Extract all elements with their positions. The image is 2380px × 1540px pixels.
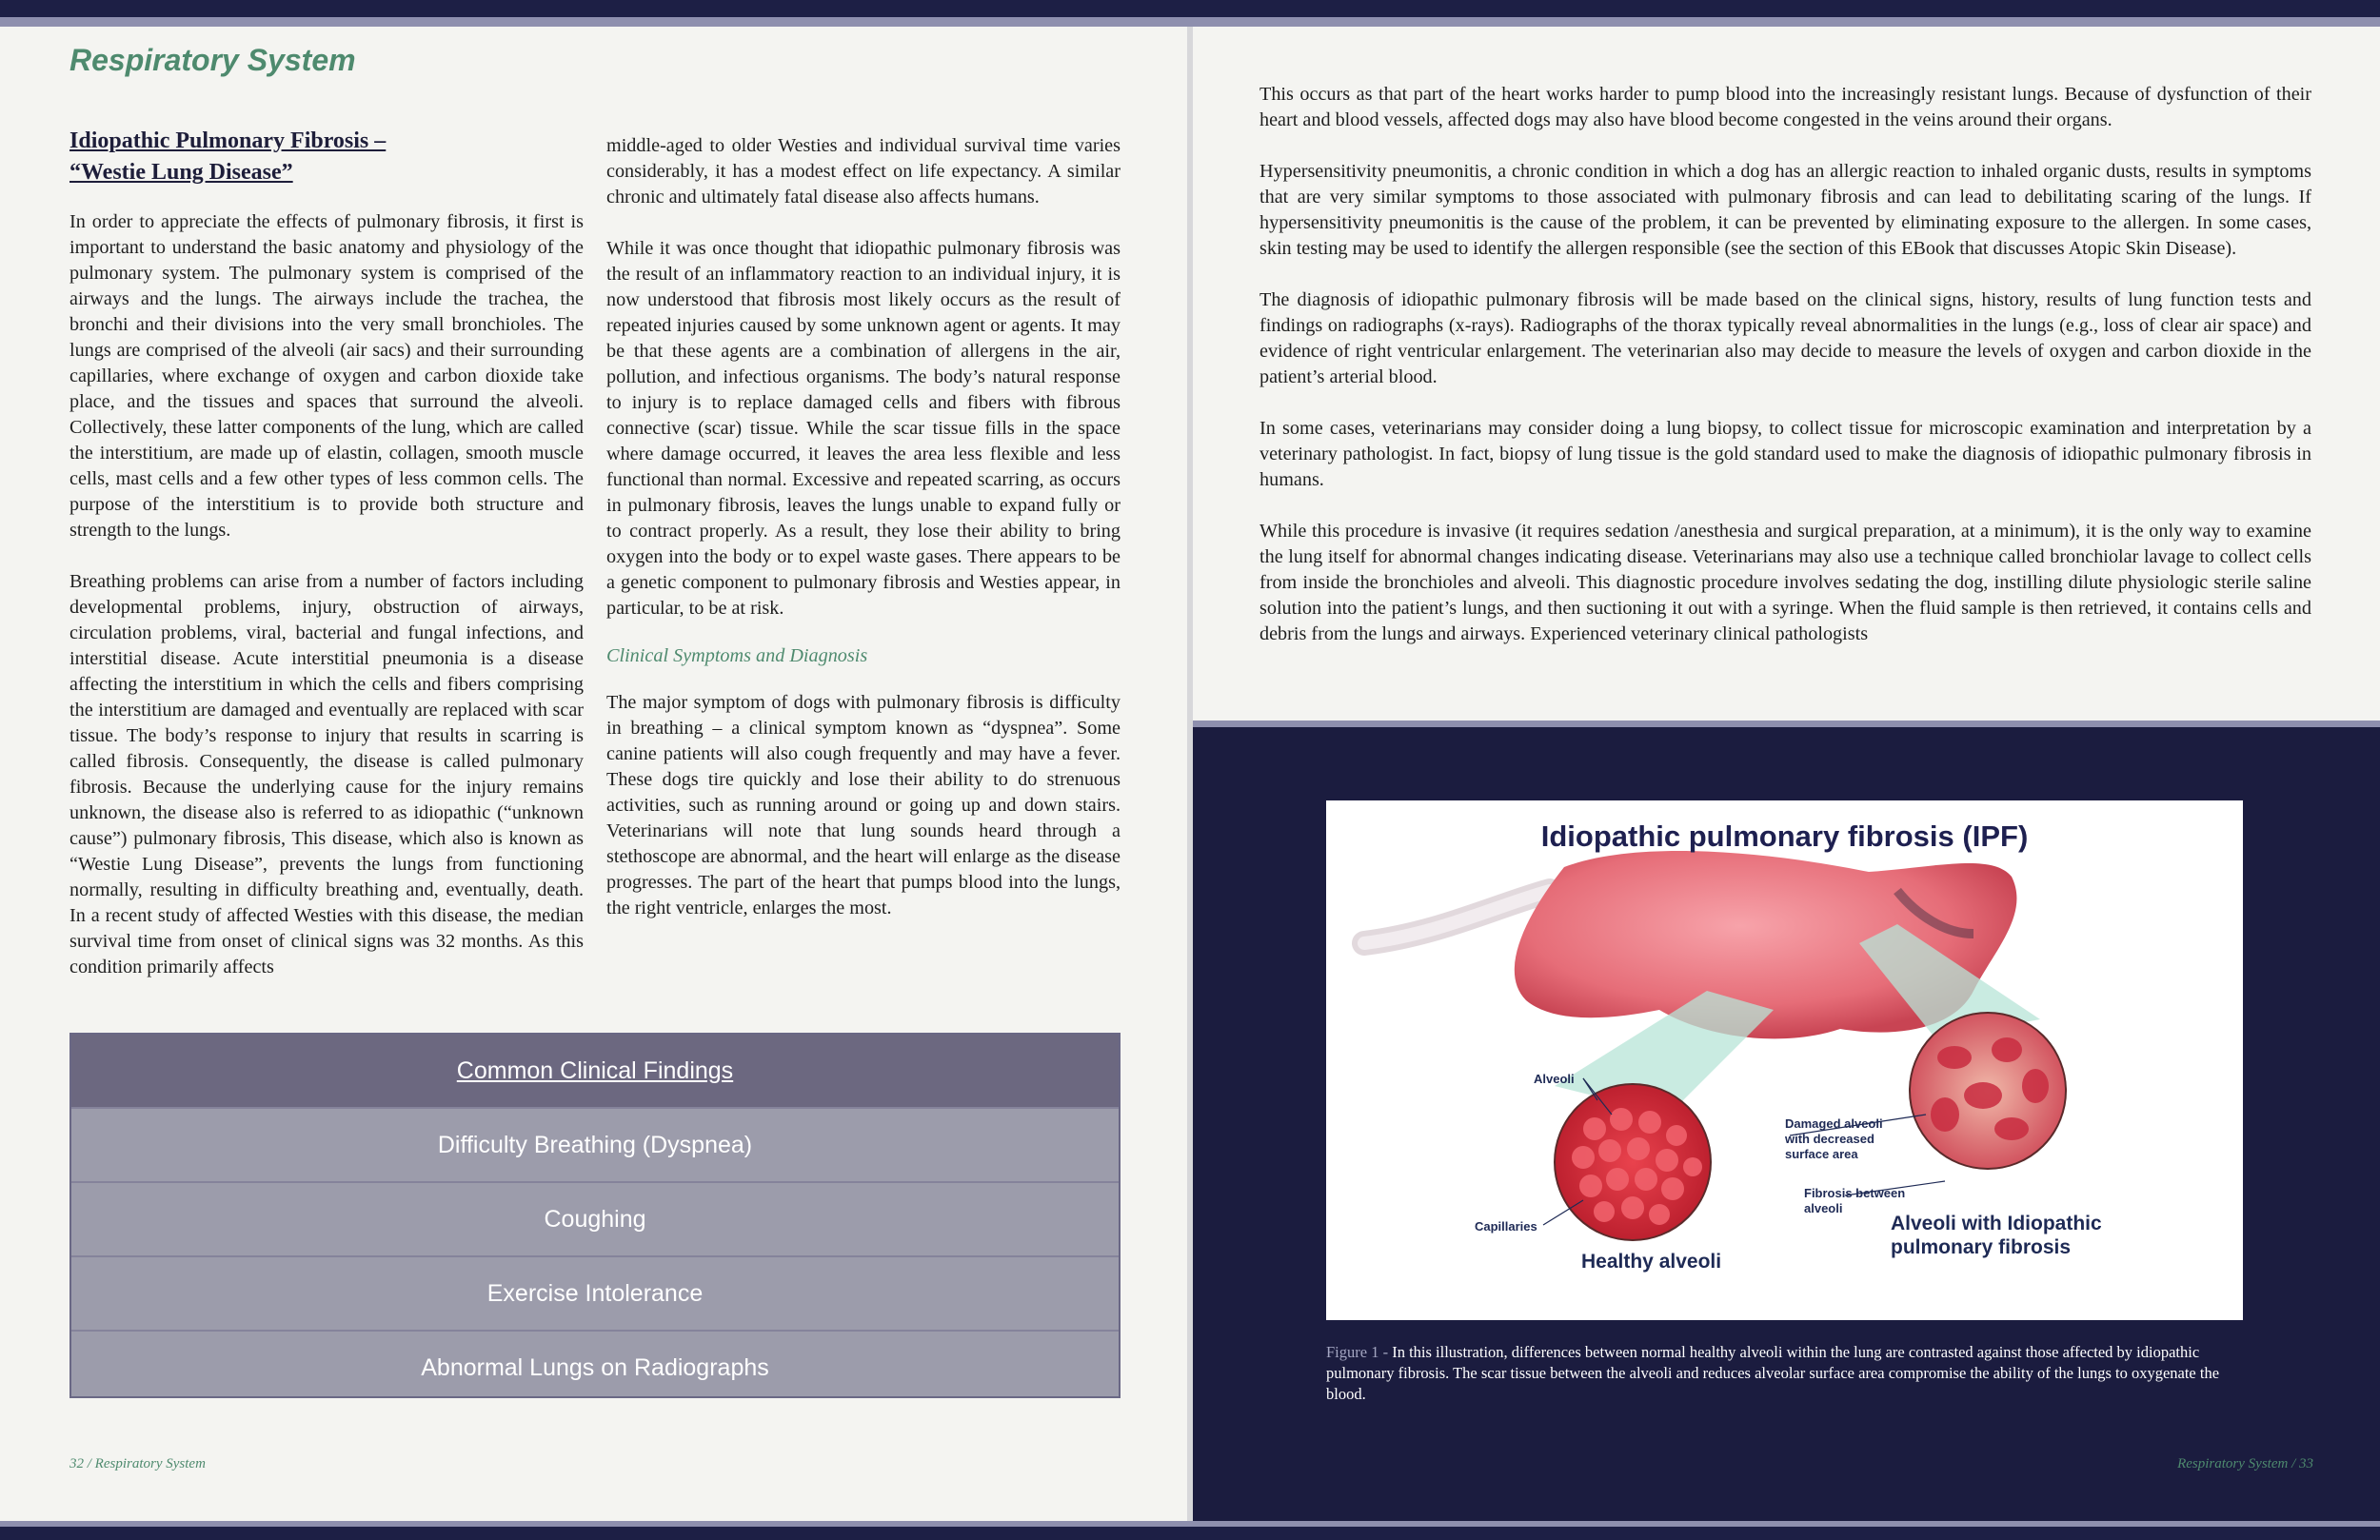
- paragraph: Breathing problems can arise from a number of factors including developmental problems, injury, obstruction of airways, circulation problems, viral, bacterial and fungal infections, and interstitial disease. Acute interstitial pneumonia is a disease affecting the interstitium in which the cells and fibers comprising the interstitium are damaged and eventually are replaced with scar tissue. The body’s response to injury that results in scarring is called fibrosis. Consequently, the disease is called pulmonary fibrosis. Because the underlying cause for the injury remains unknown, the disease also is referred to as idiopathic (“unknown cause”) pulmonary fibrosis, This disease, which also is known as “Westie Lung Disease”, prevents the lungs from functioning normally, resulting in difficulty breathing and, eventually, death. In a recent study of affected Westies with this disease, the median survival time from onset of clinical signs was 32 months. As this condition primarily affects: [69, 571, 584, 977]
- page-number-right: Respiratory System / 33: [2177, 1456, 2313, 1471]
- label-capillaries: Capillaries: [1475, 1219, 1537, 1234]
- table-row: Coughing: [71, 1183, 1119, 1257]
- table-header: Common Clinical Findings: [71, 1035, 1119, 1109]
- table-row: Difficulty Breathing (Dyspnea): [71, 1109, 1119, 1183]
- section-title: Respiratory System: [69, 43, 356, 77]
- right-text-block: [1259, 82, 2311, 673]
- healthy-alveoli-circle: [1555, 1084, 1711, 1240]
- paragraph: While it was once thought that idiopathic pulmonary fibrosis was the result of an inflammatory reaction to an individual injury, it is now understood that fibrosis most likely occurs as the result of repeated injuries caused by some unknown agent or agents. It may be that these agents are a combination of allergens in the air, pollution, and infectious organisms. The body’s natural response to injury is to replace damaged cells and fibers with fibrous connective (scar) tissue. While the scar tissue fills in the space where damage occurred, it leaves the area less flexible and less functional than normal. Excessive and repeated scarring, as occurs in pulmonary fibrosis, leaves the lungs unable to expand fully or to contract properly. As a result, they lose their ability to bring oxygen into the body or to expel waste gases. There appears to be a genetic component to pulmonary fibrosis and Westies appear, in particular, to be at risk.: [606, 238, 1121, 619]
- paragraph: In some cases, veterinarians may consider doing a lung biopsy, to collect tissue for microscopic examination and interpretation by a veterinary pathologist. In fact, biopsy of lung tissue is the gold standard used to make the diagnosis of idiopathic pulmonary fibrosis in humans.: [1259, 418, 2311, 490]
- paragraph: middle-aged to older Westies and individual survival time varies considerably, it has a modest effect on life expectancy. A similar chronic and ultimately fatal disease also affects humans.: [606, 135, 1121, 207]
- left-column-1: [69, 126, 584, 1006]
- page-number-left: 32 / Respiratory System: [69, 1456, 206, 1471]
- figure-caption: [1326, 1342, 2243, 1405]
- top-border-stripe: [0, 17, 2380, 27]
- paragraph: This occurs as that part of the heart works harder to pump blood into the increasingly resistant lungs. Because of dysfunction of their heart and blood vessels, affected dogs may also have blood become congested in the veins around their organs.: [1259, 84, 2311, 130]
- panel-divider: [1193, 721, 2380, 727]
- paragraph: While this procedure is invasive (it requires sedation /anesthesia and surgical preparation, at a minimum), it is the only way to examine the lung itself for abnormal changes indicating disease. Veterinarians may also use a technique called bronchiolar lavage to collect cells from inside the bronchioles and alveoli. This diagnostic procedure involves sedating the dog, instilling dilute physiologic sterile saline solution into the patient’s lungs, and then suctioning it out with a syringe. When the fluid sample is then retrieved, it contains cells and debris from the lungs and airways. Experienced veterinary clinical pathologists: [1259, 521, 2311, 644]
- figure-caption-text: In this illustration, differences between normal healthy alveoli within the lung are contrasted against those affected by idiopathic pulmonary fibrosis. The scar tissue between the alveoli and reduces alveolar surface area compromise the ability of the lungs to oxygenate the blood.: [1326, 1343, 2220, 1403]
- table-row: Exercise Intolerance: [71, 1257, 1119, 1332]
- label-healthy-alveoli: Healthy alveoli: [1581, 1251, 1722, 1273]
- bottom-border-stripe: [0, 1521, 2380, 1527]
- subheading: Clinical Symptoms and Diagnosis: [606, 645, 868, 666]
- clinical-findings-table: [69, 1033, 1121, 1398]
- label-damaged-alveoli: Damaged alveoli with decreased surface area: [1785, 1116, 1883, 1161]
- figure-title: Idiopathic pulmonary fibrosis (IPF): [1540, 819, 2029, 853]
- ipf-alveoli-circle: [1910, 1013, 2066, 1169]
- paragraph: In order to appreciate the effects of pulmonary fibrosis, it first is important to understand the basic anatomy and physiology of the pulmonary system. The pulmonary system is comprised of the airways and the lungs. The airways include the trachea, the bronchi and their divisions into the very small bronchioles. The lungs are comprised of the alveoli (air sacs) and their surrounding capillaries, where exchange of oxygen and carbon dioxide take place, and the tissues and spaces that surround the alveoli. Collectively, these latter components of the lung, which are called the interstitium, are made up of elastin, collagen, smooth muscle cells, mast cells and a few other types of less common cells. The purpose of the interstitium is to provide both structure and strength to the lungs.: [69, 211, 584, 541]
- table-row: Abnormal Lungs on Radiographs: [421, 1353, 769, 1381]
- article-title: [69, 126, 584, 188]
- label-fibrosis: Fibrosis between alveoli: [1804, 1186, 1906, 1215]
- figure-number: Figure 1 -: [1326, 1343, 1389, 1361]
- paragraph: The diagnosis of idiopathic pulmonary fibrosis will be made based on the clinical signs, history, results of lung function tests and findings on radiographs (x-rays). Radiographs of the thorax typically reveal abnormalities in the lungs (e.g., loss of clear air space) and evidence of right ventricular enlargement. The veterinarian also may decide to measure the levels of oxygen and carbon dioxide in the patient’s arterial blood.: [1259, 289, 2311, 387]
- top-border: [0, 0, 2380, 17]
- label-ipf-alveoli: Alveoli with Idiopathic pulmonary fibrosis: [1891, 1213, 2102, 1258]
- left-column-2: [606, 133, 1121, 947]
- paragraph: Hypersensitivity pneumonitis, a chronic condition in which a dog has an allergic reaction to inhaled organic dusts, results in symptoms that are very similar symptoms to those associated with pulmonary fibrosis and can lead to debilitating scaring of the lungs. If hypersensitivity pneumonitis is the cause of the problem, it can be prevented by eliminating exposure to the allergen. In some cases, skin testing may be used to identify the allergen responsible (see the section of this EBook that discusses Atopic Skin Disease).: [1259, 161, 2311, 259]
- label-alveoli: Alveoli: [1534, 1072, 1575, 1086]
- article-title-line2: “Westie Lung Disease”: [69, 160, 293, 185]
- paragraph: The major symptom of dogs with pulmonary fibrosis is difficulty in breathing – a clinical symptom known as “dyspnea”. Some canine patients will also cough frequently and may have a fever. These dogs tire quickly and lose their ability to do strenuous activities, such as running around or going up and down stairs. Veterinarians will note that lung sounds heard through a stethoscope are abnormal, and the heart will enlarge as the disease progresses. The part of the heart that pumps blood into the lungs, the right ventricle, enlarges the most.: [606, 692, 1121, 918]
- article-title-line1: Idiopathic Pulmonary Fibrosis –: [69, 128, 387, 153]
- bottom-border: [0, 1521, 2380, 1540]
- ipf-illustration: [1326, 800, 2243, 1320]
